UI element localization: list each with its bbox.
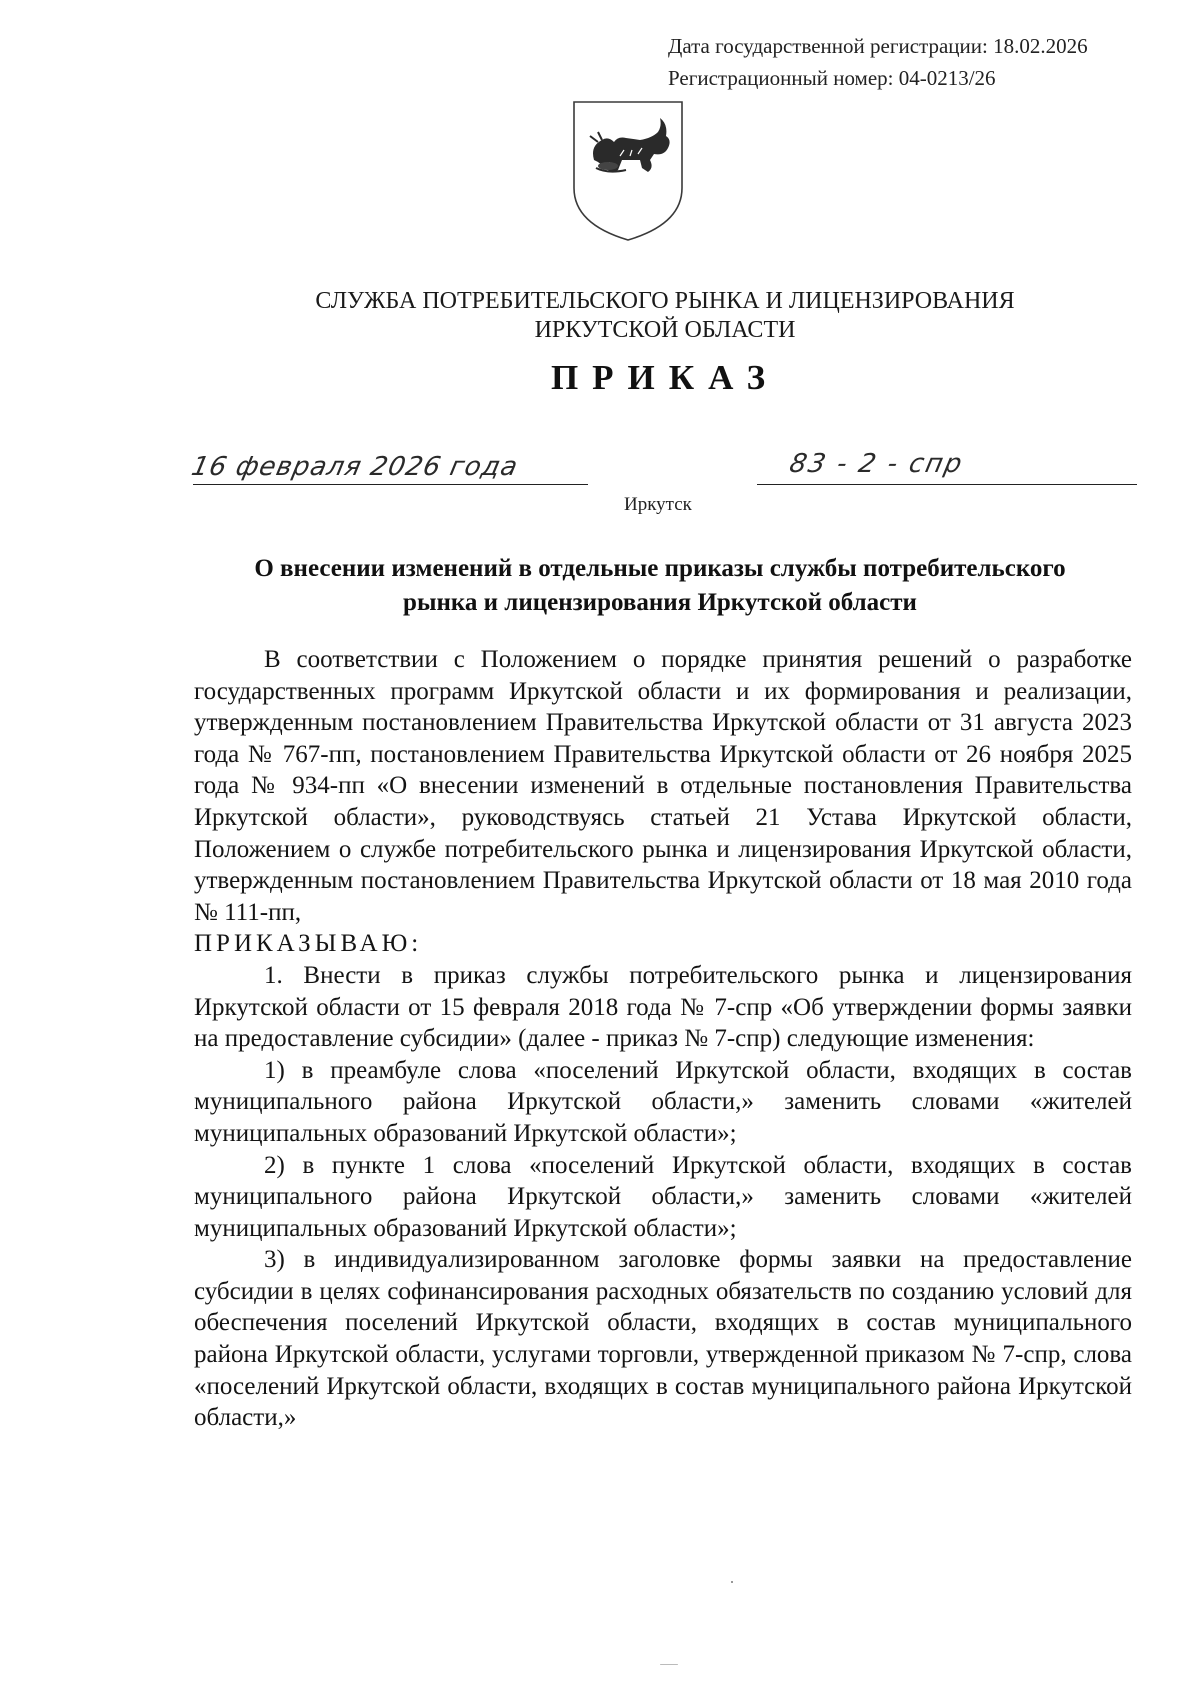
handwritten-date: 16 февраля 2026 года [188,452,521,482]
subitem-3-paragraph: 3) в индивидуализированном заголовке формы заявки на предоставление субсидии в целях софинансирования расходных обязательств по созданию условий для обеспечения поселений Иркутской области, входящих в состав муниципального района Иркутской области, услугами торговли, утвержденной приказом № 7-спр, слова «поселений Иркутской области, входящих в состав муниципального района Иркутской области,» [194,1246,1132,1432]
document-title-line1: О внесении изменений в отдельные приказы службы потребительского [254,555,1066,582]
document-type: ПРИКАЗ [550,358,780,397]
agency-name-line2: ИРКУТСКОЙ ОБЛАСТИ [534,317,796,343]
scan-speck [731,1581,733,1583]
irkutsk-coat-of-arms-icon [568,96,688,246]
preamble-paragraph: В соответствии с Положением о порядке принятия решений о разработке государственных программ Иркутской области и их формирования и реализации, утвержденным постановлением Правительства Иркутской области от 31 августа 2023 года № 767-пп, постановлением Правительства Иркутской области от 26 ноября 2025 года № 934-пп «О внесении изменений в отдельные постановления Правительства Иркутской области», руководствуясь статьей 21 Устава Иркутской области, Положением о службе потребительского рынка и лицензирования Иркутской области, утвержденным постановлением Правительства Иркутской области от 18 мая 2010 года № 111-пп, [194,646,1132,926]
document-title [190,552,1130,620]
order-word: ПРИКАЗЫВАЮ: [194,930,423,958]
registration-date: Дата государственной регистрации: 18.02.2026 [668,34,1088,58]
agency-name-line1: СЛУЖБА ПОТРЕБИТЕЛЬСКОГО РЫНКА И ЛИЦЕНЗИРОВАНИЯ [315,288,1015,314]
date-underline [193,484,588,485]
scan-speck [660,1664,678,1665]
item-1-paragraph: 1. Внести в приказ службы потребительского рынка и лицензирования Иркутской области от 15 февраля 2018 года № 7-спр «Об утверждении формы заявки на предоставление субсидии» (далее - приказ № 7-спр) следующие изменения: [194,961,1132,1053]
registration-number: Регистрационный номер: 04-0213/26 [668,66,996,90]
number-underline [757,484,1137,485]
subitem-2-paragraph: 2) в пункте 1 слова «поселений Иркутской области, входящих в состав муниципального района Иркутской области,» заменить словами «жителей муниципальных образований Иркутской области»; [194,1151,1132,1242]
document-title-line2: рынка и лицензирования Иркутской области [403,589,917,616]
registration-info [668,30,1088,94]
handwritten-number: 83 - 2 - спр [786,449,967,479]
document-body [194,644,1132,1434]
city: Иркутск [624,494,692,515]
subitem-1-paragraph: 1) в преамбуле слова «поселений Иркутской области, входящих в состав муниципального района Иркутской области,» заменить словами «жителей муниципальных образований Иркутской области»; [194,1056,1132,1147]
